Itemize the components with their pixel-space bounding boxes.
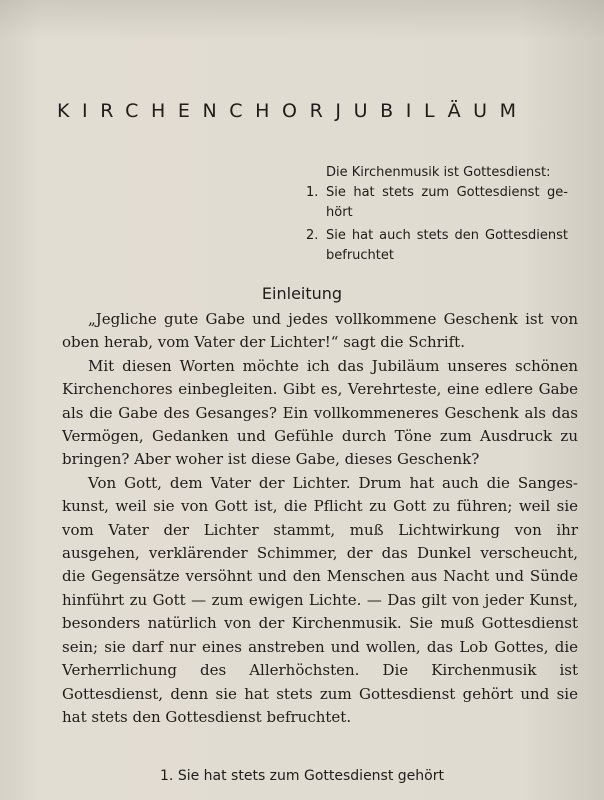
- thesis-box: [306, 163, 576, 266]
- section-heading: Einleitung: [261, 284, 343, 303]
- thesis-item-text: Sie hat stets zum Gottesdienst gehört: [326, 185, 568, 220]
- paragraph: Von Gott, dem Vater der Lichter. Drum hat auch die Sangeskunst, weil sie von Gott ist, die Pflicht zu Gott zu führen; weil sie vom Vater der Lichter stammt, muß Lichtwirkung von ihr ausgehen, verklärender Schimmer, der das Dunkel verscheucht, die Gegensätze versöhnt und den Menschen aus Nacht und Sünde hinführt zu Gott — zum ewigen Lichte. — Das gilt von jeder Kunst, besonders natürlich von der Kirchenmusik. Sie muß Gottesdienst sein; sie darf nur eines anstreben und wollen, das Lob Gottes, die Verherrlichung des Allerhöchsten. Die Kirchenmusik ist Gottesdienst, denn sie hat stets zum Gottesdienst gehört und sie hat stets den Gottesdienst befruchtet.: [62, 473, 578, 726]
- subsection-heading: 1. Sie hat stets zum Gottesdienst gehört: [160, 768, 444, 784]
- thesis-item-text: Sie hat auch stets den Gottesdienst befruchtet: [326, 228, 568, 263]
- thesis-item-number: 2.: [306, 228, 319, 243]
- thesis-item: [306, 183, 576, 223]
- body-text: [62, 308, 578, 729]
- page-title: KIRCHENCHORJUBILÄUM: [57, 100, 529, 122]
- thesis-list: [306, 183, 576, 266]
- paragraph: „Jegliche gute Gabe und jedes vollkommene Geschenk ist von oben herab, vom Vater der Lichter!“ sagt die Schrift.: [62, 310, 578, 352]
- thesis-item-number: 1.: [306, 185, 319, 200]
- page-shadow: [0, 0, 604, 40]
- thesis-heading: Die Kirchenmusik ist Gottesdienst:: [326, 165, 551, 180]
- paragraph: Mit diesen Worten möchte ich das Jubiläum unseres schönen Kirchenchores einbegleiten. Gibt es, Verehrteste, eine edlere Gabe als die Gabe des Gesanges? Ein vollkommeneres Geschenk als das Vermögen, Gedanken und Gefühle durch Töne zum Ausdruck zu bringen? Aber woher ist diese Gabe, dieses Geschenk?: [62, 356, 578, 469]
- thesis-item: [306, 226, 576, 266]
